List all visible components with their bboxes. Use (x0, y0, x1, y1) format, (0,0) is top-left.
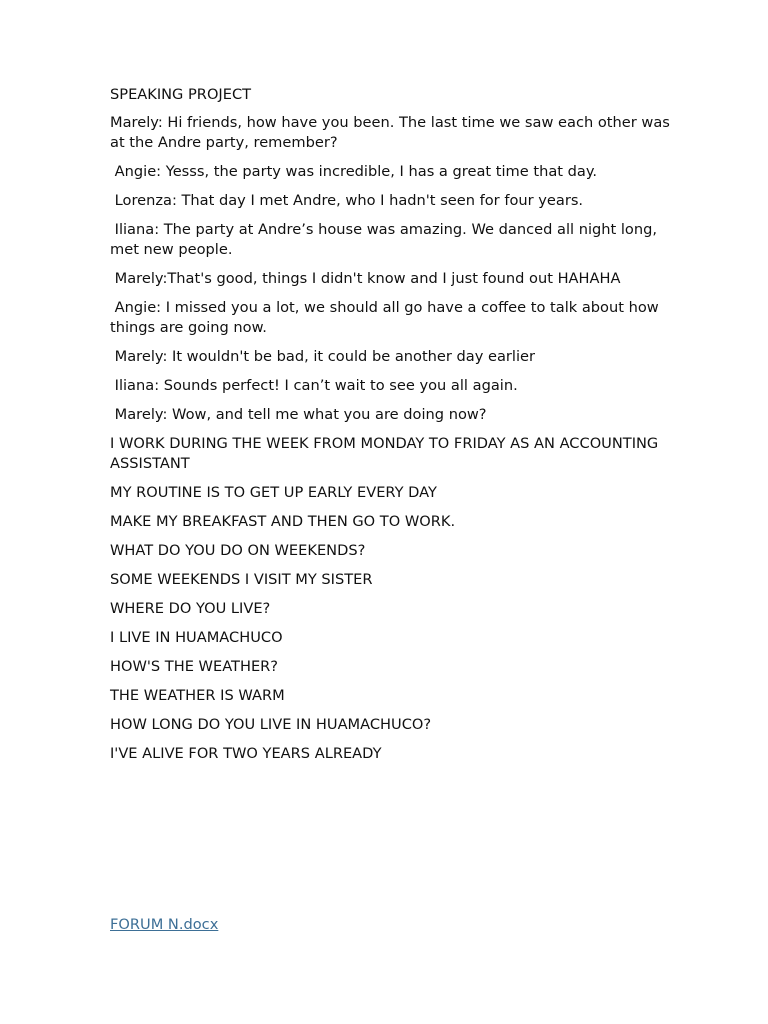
paragraph: Lorenza: That day I met Andre, who I hadn't seen for four years. (110, 192, 584, 209)
paragraph: Angie: I missed you a lot, we should all go have a coffee to talk about how things are going now. (110, 299, 664, 336)
paragraph: I'VE ALIVE FOR TWO YEARS ALREADY (110, 745, 382, 762)
paragraph: Marely:That's good, things I didn't know and I just found out HAHAHA (110, 270, 621, 287)
document-title: SPEAKING PROJECT (110, 86, 252, 103)
paragraph: Marely: Hi friends, how have you been. The last time we saw each other was at the Andre party, remember? (110, 114, 675, 151)
paragraph: Iliana: Sounds perfect! I can’t wait to see you all again. (110, 377, 518, 394)
paragraph: THE WEATHER IS WARM (110, 687, 285, 704)
paragraph: SOME WEEKENDS I VISIT MY SISTER (110, 571, 373, 588)
paragraph: HOW'S THE WEATHER? (110, 658, 279, 675)
paragraph: I LIVE IN HUAMACHUCO (110, 629, 283, 646)
paragraph: HOW LONG DO YOU LIVE IN HUAMACHUCO? (110, 716, 432, 733)
document-body (110, 86, 675, 773)
paragraph: Marely: Wow, and tell me what you are doing now? (110, 406, 487, 423)
paragraph: Angie: Yesss, the party was incredible, I has a great time that day. (110, 163, 598, 180)
paragraph: WHAT DO YOU DO ON WEEKENDS? (110, 542, 366, 559)
paragraph: MY ROUTINE IS TO GET UP EARLY EVERY DAY (110, 484, 437, 501)
paragraph: Marely: It wouldn't be bad, it could be another day earlier (110, 348, 536, 365)
paragraph: MAKE MY BREAKFAST AND THEN GO TO WORK. (110, 513, 456, 530)
paragraph: Iliana: The party at Andre’s house was amazing. We danced all night long, met new people. (110, 221, 662, 258)
paragraph: WHERE DO YOU LIVE? (110, 600, 271, 617)
paragraph: I WORK DURING THE WEEK FROM MONDAY TO FRIDAY AS AN ACCOUNTING ASSISTANT (110, 435, 663, 472)
attachment-link[interactable]: FORUM N.docx (110, 916, 219, 933)
